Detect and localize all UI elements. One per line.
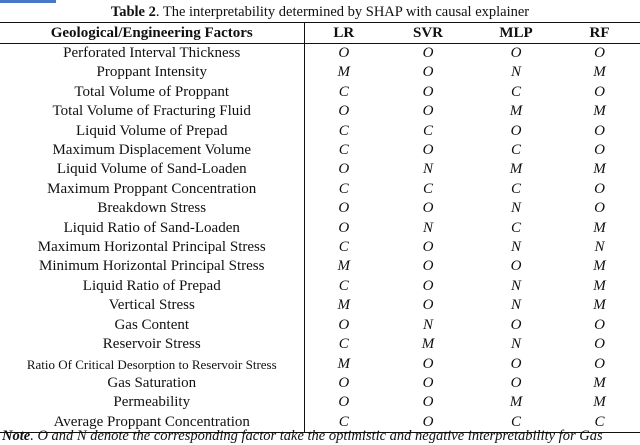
table-row (0, 316, 640, 335)
table-row (0, 122, 640, 141)
rf-value: M (593, 277, 606, 294)
table-row (0, 238, 640, 257)
svr-value: O (422, 103, 434, 120)
factor-name: Total Volume of Fracturing Fluid (0, 102, 304, 121)
lr-value: O (338, 394, 350, 411)
caption-text: . The interpretability determined by SHAP with causal explainer (155, 4, 530, 20)
factor-name: Liquid Volume of Sand-Loaden (0, 160, 304, 179)
rf-value: M (593, 161, 606, 178)
svr-value: O (383, 413, 473, 433)
svr-value: O (422, 83, 434, 100)
rf-value: O (594, 355, 605, 372)
table-row (0, 44, 640, 64)
factor-name: Maximum Proppant Concentration (0, 180, 304, 199)
mlp-value: N (510, 277, 521, 294)
table-row (0, 335, 640, 354)
svr-value: O (422, 297, 434, 314)
rf-value: M (593, 394, 606, 411)
svr-value: O (422, 200, 434, 217)
lr-value: O (338, 219, 350, 236)
factor-name: Minimum Horizontal Principal Stress (0, 257, 304, 276)
lr-value: M (337, 297, 350, 314)
mlp-value: O (510, 355, 522, 372)
lr-value: O (338, 161, 350, 178)
header-mlp: MLP (473, 23, 559, 44)
mlp-value: C (510, 219, 521, 236)
note-text: . O and N denote the corresponding factor take the optimistic and negative interpretability for Gas (30, 428, 603, 444)
svr-value: C (422, 122, 433, 139)
mlp-value: O (510, 258, 522, 275)
svr-value: N (422, 219, 433, 236)
lr-value: C (338, 239, 349, 256)
rf-value: O (594, 200, 605, 217)
lr-value: C (338, 122, 349, 139)
factor-name: Gas Content (0, 316, 304, 335)
table-row (0, 355, 640, 374)
factor-name: Liquid Ratio of Prepad (0, 277, 304, 296)
lr-value: M (337, 64, 350, 81)
mlp-value: C (473, 413, 559, 433)
rf-value: O (594, 180, 605, 197)
factor-name: Liquid Volume of Prepad (0, 122, 304, 141)
lr-value: C (338, 83, 349, 100)
table-row (0, 257, 640, 276)
svr-value: C (422, 180, 433, 197)
lr-value: C (304, 413, 383, 433)
rf-value: O (594, 142, 605, 159)
table-row (0, 102, 640, 121)
mlp-value: O (510, 45, 522, 61)
lr-value: C (338, 180, 349, 197)
lr-value: O (338, 45, 350, 61)
lr-value: C (338, 336, 349, 353)
mlp-value: C (510, 180, 521, 197)
lr-value: C (338, 142, 349, 159)
svr-value: N (422, 161, 433, 178)
svr-value: O (422, 64, 434, 81)
rf-value: M (593, 219, 606, 236)
svr-value: O (422, 394, 434, 411)
svr-value: O (422, 45, 434, 61)
svr-value: O (422, 374, 434, 391)
svr-value: O (422, 142, 434, 159)
interpretability-table (0, 22, 640, 433)
note-label: Note (2, 428, 31, 444)
factor-name: Perforated Interval Thickness (0, 44, 304, 64)
mlp-value: O (510, 316, 522, 333)
factor-name: Breakdown Stress (0, 199, 304, 218)
header-rf: RF (559, 23, 640, 44)
table-row (0, 83, 640, 102)
lr-value: O (338, 374, 350, 391)
rf-value: C (559, 413, 640, 433)
svr-value: M (421, 336, 435, 353)
lr-value: O (338, 103, 350, 120)
mlp-value: N (510, 297, 521, 314)
lr-value: M (337, 258, 350, 275)
rf-value: O (594, 122, 605, 139)
table-row (0, 141, 640, 160)
rf-value: M (593, 374, 606, 391)
rf-value: O (594, 83, 605, 100)
svr-value: O (422, 258, 434, 275)
caption-label: Table 2 (110, 4, 156, 20)
table-row (0, 180, 640, 199)
svr-value: N (422, 316, 433, 333)
factor-name: Permeability (0, 393, 304, 412)
table-row (0, 277, 640, 296)
svr-value: O (422, 239, 434, 256)
svr-value: O (422, 355, 434, 372)
factor-name: Average Proppant Concentration (0, 413, 304, 433)
table-row (0, 199, 640, 218)
factor-name: Total Volume of Proppant (0, 83, 304, 102)
mlp-value: C (510, 142, 521, 159)
table-row (0, 63, 640, 82)
table-row (0, 374, 640, 393)
factor-name: Gas Saturation (0, 374, 304, 393)
rf-value: O (594, 336, 605, 353)
rf-value: M (593, 64, 606, 81)
lr-value: M (337, 355, 350, 372)
header-lr: LR (304, 23, 383, 44)
top-accent-bar (0, 0, 56, 3)
table-row (0, 219, 640, 238)
rf-value: O (594, 316, 605, 333)
factor-name: Reservoir Stress (0, 335, 304, 354)
mlp-value: M (509, 161, 523, 178)
header-factor: Geological/Engineering Factors (0, 23, 304, 44)
mlp-value: O (510, 374, 522, 391)
lr-value: O (338, 200, 350, 217)
factor-name: Maximum Displacement Volume (0, 141, 304, 160)
mlp-value: N (510, 200, 521, 217)
factor-name: Ratio Of Critical Desorption to Reservoir Stress (0, 355, 304, 374)
svr-value: O (422, 277, 434, 294)
mlp-value: M (509, 103, 523, 120)
table-row (0, 160, 640, 179)
table-note (2, 428, 640, 445)
lr-value: O (338, 316, 350, 333)
factor-name: Vertical Stress (0, 296, 304, 315)
table-row (0, 393, 640, 412)
rf-value: N (594, 239, 605, 256)
rf-value: O (594, 45, 605, 61)
header-svr: SVR (383, 23, 473, 44)
mlp-value: N (510, 64, 521, 81)
rf-value: M (593, 103, 606, 120)
factor-name: Liquid Ratio of Sand-Loaden (0, 219, 304, 238)
lr-value: C (338, 277, 349, 294)
mlp-value: M (509, 394, 523, 411)
table-caption (0, 4, 640, 21)
table-row (0, 296, 640, 315)
header-row (0, 23, 640, 44)
mlp-value: N (510, 336, 521, 353)
factor-name: Maximum Horizontal Principal Stress (0, 238, 304, 257)
mlp-value: N (510, 239, 521, 256)
rf-value: M (593, 297, 606, 314)
mlp-value: C (510, 83, 521, 100)
rf-value: M (593, 258, 606, 275)
factor-name: Proppant Intensity (0, 63, 304, 82)
mlp-value: O (510, 122, 522, 139)
